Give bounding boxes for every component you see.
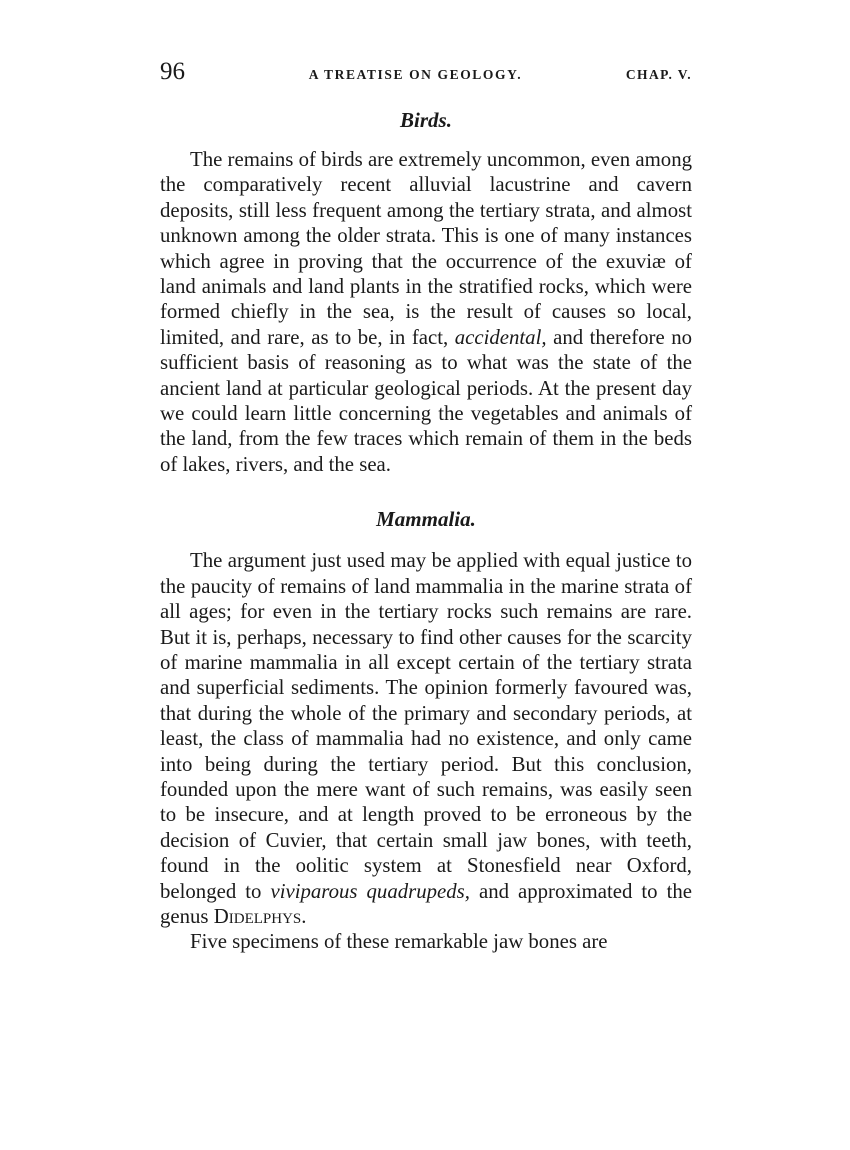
chapter-label: CHAP. V. <box>625 67 692 82</box>
text-run: Five specimens of these remarkable jaw bones are <box>190 930 608 954</box>
italic-run: viviparous quadrupeds, <box>270 879 470 903</box>
section-heading-birds: Birds. <box>400 108 452 132</box>
smallcaps-run: Didelphys. <box>213 904 307 928</box>
running-title: A TREATISE ON GEOLOGY. <box>308 67 523 82</box>
text-run: and therefore no sufficient basis of reasoning as to what was the state of the ancient land at particular geological periods. At the present day we could learn little concerning the vegetables and animals of the land, from the few traces which remain of them in the beds of lakes, rivers, and the sea. <box>160 325 693 476</box>
text-run: The argument just used may be applied with equal justice to the paucity of remains of land mammalia in the marine strata of all ages; for even in the tertiary rocks such remains are rare. But it is, perhaps, necessary to find other causes for the scarcity of marine mammalia in all except certain of the tertiary strata and superficial sediments. The opinion formerly favoured was, that during the whole of the primary and secondary periods, at least, the class of mammalia had no existence, and only came into being during the tertiary period. But this conclusion, founded upon the mere want of such remains, was easily seen to be insecure, and at length proved to be erroneous by the decision of Cuvier, that certain small jaw bones, with teeth, found in the oolitic system at Stonesfield near Oxford, belonged to <box>160 549 692 903</box>
page-number: 96 <box>160 58 185 85</box>
section-heading-mammalia: Mammalia. <box>376 507 476 532</box>
book-page <box>160 58 692 955</box>
paragraph-continuation <box>160 929 692 954</box>
paragraph-mammalia <box>160 548 692 929</box>
text-run: The remains of birds are extremely uncommon, even among the comparatively recent alluvial lacustrine and cavern deposits, still less frequent among the tertiary strata, and almost unknown among the older strata. This is one of many instances which agree in proving that the occurrence of the exuviæ of land animals and land plants in the stratified rocks, which were formed chiefly in the sea, is the result of causes so local, limited, and rare, as to be, in fact, <box>160 148 692 349</box>
paragraph-birds <box>160 147 692 477</box>
italic-run: accidental, <box>454 325 547 349</box>
running-head <box>160 58 692 92</box>
text-run: and approximated to the genus <box>160 879 692 928</box>
